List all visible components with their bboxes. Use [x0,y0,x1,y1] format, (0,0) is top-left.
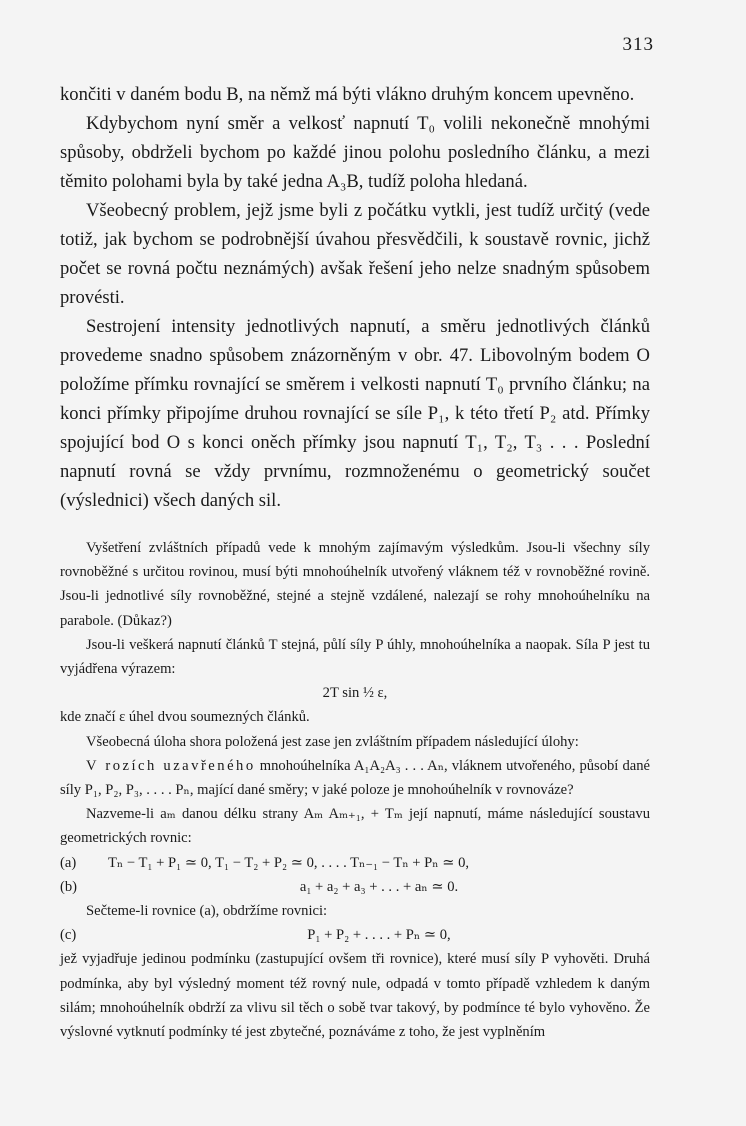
page-number: 313 [622,34,654,55]
small-paragraph-epsilon: kde značí ε úhel dvou soumezných článků. [60,709,310,726]
equation-a-label: (a) [60,854,77,871]
paragraph-1: končiti v daném bodu B, na němž má býti vlákno druhým koncem upevněno. [60,84,635,105]
small-paragraph-general-task: Všeobecná úloha shora položená jest zase jen zvláštním případem následující úlohy: [86,733,579,750]
equation-c-label: (c) [60,927,77,944]
equation-c-body: P₁ + P₂ + . . . . + Pₙ ≃ 0, [307,927,451,944]
formula-2t-sin: 2T sin ½ ε, [322,685,388,702]
small-paragraph-summing: Sečteme-li rovnice (a), obdržíme rovnici: [86,903,328,920]
small-paragraph-naming: Nazveme-li aₘ danou délku strany Aₘ Aₘ₊₁, + Tₘ její napnutí, máme následující soustavu geometrických rovnic: [60,806,650,847]
equation-a-body: Tₙ − T₁ + P₁ ≃ 0, T₁ − T₂ + P₂ ≃ 0, . . . . Tₙ₋₁ − Tₙ + Pₙ ≃ 0, [108,854,470,871]
paragraph-3: Všeobecný problem, jejž jsme byli z počátku vytkli, jest tudíž určitý (vede totiž, jak bychom se podrobnější úvahou přesvědčili, k soustavě rovnic, jichž počet se rovná počtu neznámých) avšak řešení jeho nelze snadným spůsobem provésti. [60,200,650,308]
small-print-section [60,536,650,1044]
equation-a [60,851,650,875]
equation-b-body: a₁ + a₂ + a₃ + . . . + aₙ ≃ 0. [299,878,459,895]
paragraph-4: Sestrojení intensity jednotlivých napnutí, a směru jednotlivých článků provedeme snadno spůsobem znázorněným v obr. 47. Libovolným bodem O položíme přímku rovnající se směrem i velkosti napnutí T₀ prvního článku; na konci přímky připojíme druhou rovnající se síle P₁, k této třetí P₂ atd. Přímky spojující bod O s konci oněch přímky jsou napnutí T₁, T₂, T₃ . . . Poslední napnutí rovná se vždy prvnímu, rozmnoženému o geometrický součet (výslednici) všech daných sil. [60,316,650,511]
equation-b [60,875,650,899]
small-paragraph-special-cases: Vyšetření zvláštních případů vede k mnohým zajímavým výsledkům. Jsou-li všechny síly rovnoběžné s určitou rovinou, musí býti mnohoúhelník utvořený vláknem též v rovnoběžné rovině. Jsou-li jednotlivé síly rovnoběžné, stejné a stejně vzdálené, nalezají se rohy mnohoúhelníku na parabole. (Důkaz?) [60,540,650,629]
spaced-emphasis: V rozích uzavřeného [86,757,256,774]
closed-polygon-rest: mnohoúhelníka A₁A₂A₃ . . . Aₙ, vláknem utvořeného, působí dané síly P₁, P₂, P₃, . . . . Pₙ, mající dané směry; v jaké poloze je mnohoúhelník v rovnováze? [60,757,650,799]
small-paragraph-closed-polygon [60,754,650,802]
small-paragraph-equal-tensions: Jsou-li veškerá napnutí článků T stejná, půlí síly P úhly, mnohoúhelníka a naopak. Síla P jest tu vyjádřena výrazem: [60,636,650,678]
main-text [60,80,650,515]
paragraph-2: Kdybychom nyní směr a velkosť napnutí T₀ volili nekonečně mnohými spůsoby, obdrželi bychom po každé jinou polohu posledního článku, a mezi těmito polohami byla by také jedna A₃B, tudíž poloha hledaná. [60,113,650,192]
small-paragraph-condition: jež vyjadřuje jedinou podmínku (zastupující ovšem tři rovnice), které musí síly P vyhověti. Druhá podmínka, aby byl výsledný moment též rovný nule, odpadá v tomto případě vzhledem k daným silám; mnohoúhelník obdrží za vlivu sil těch o sobě tvar takový, by podmínce té bylo vyhověno. Že výslovné vytknutí podmínky té jest zbytečné, poznáváme z toho, že jest vyplněním [60,951,650,1041]
equation-b-label: (b) [60,878,78,895]
equation-c [60,923,650,947]
